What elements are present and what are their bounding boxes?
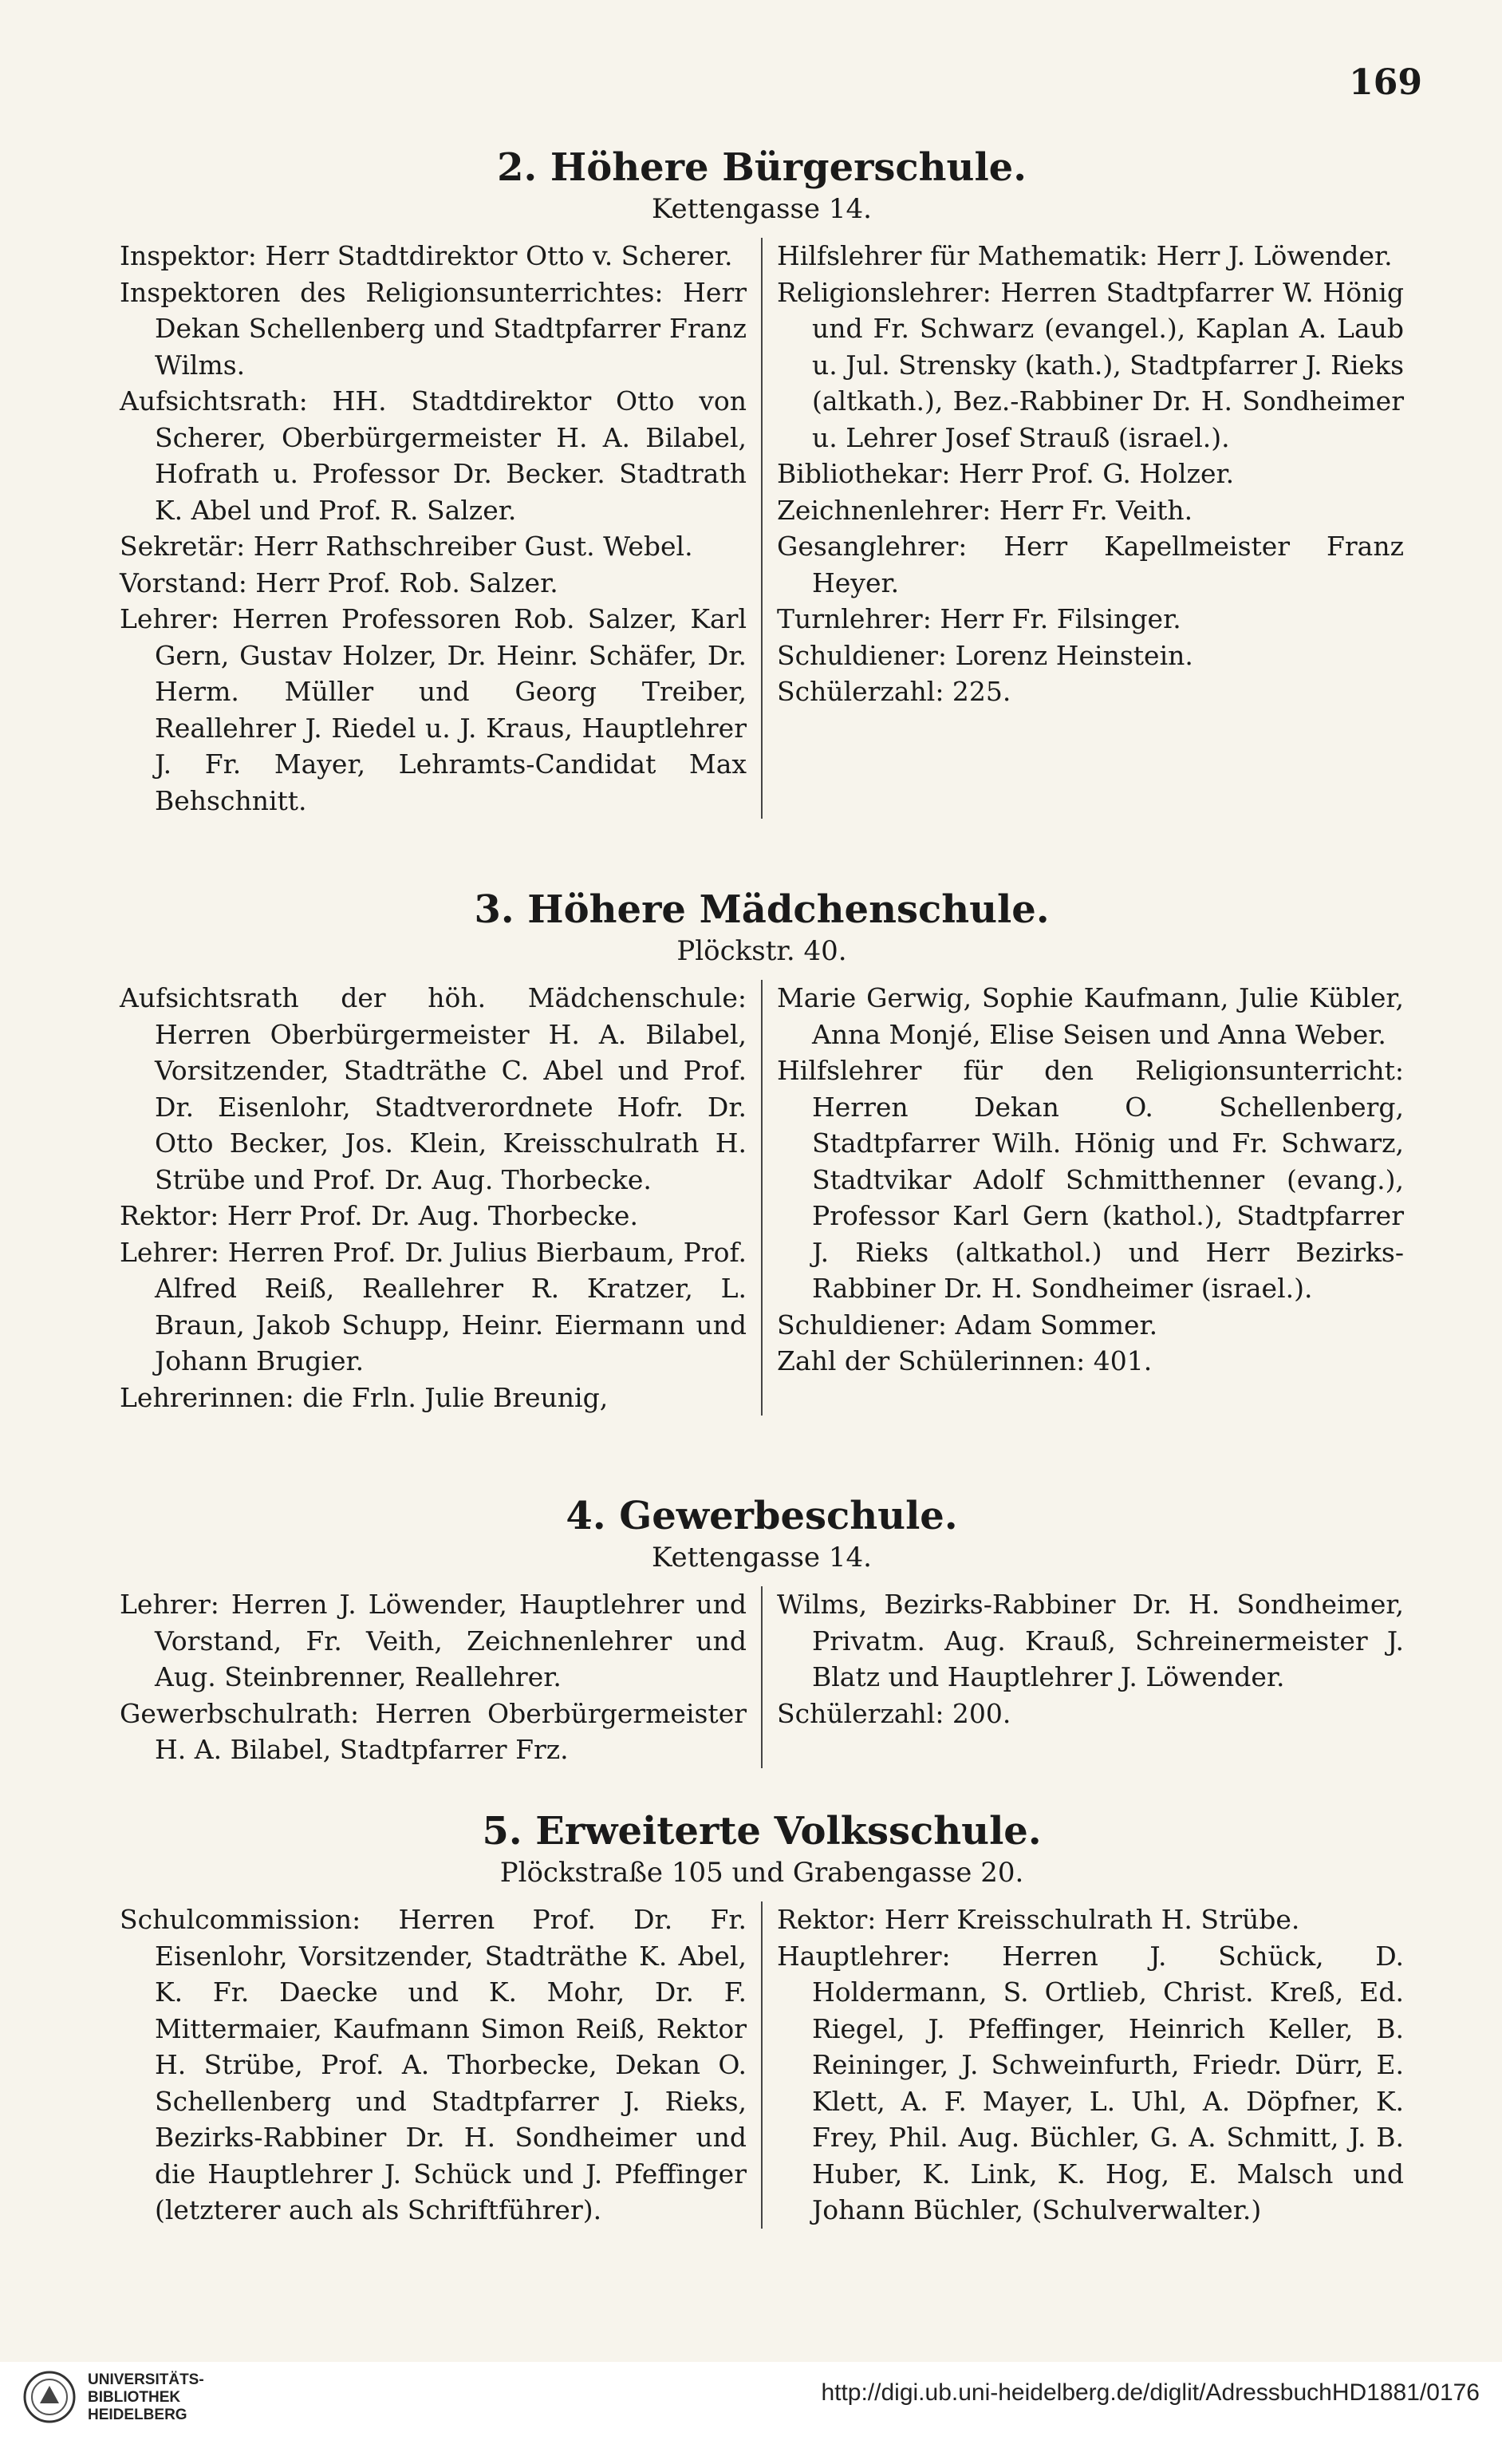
entry: Schuldiener: Adam Sommer.	[777, 1309, 1158, 1341]
entry: Inspektor: Herr Stadtdirektor Otto v. Scherer.	[120, 240, 733, 271]
section-address: Kettengasse 14.	[652, 1542, 872, 1574]
entry: Vorstand: Herr Prof. Rob. Salzer.	[120, 567, 558, 598]
section-title: 3. Höhere Mädchenschule.	[474, 887, 1050, 932]
entry: Religionslehrer: Herren Stadtpfarrer W. Hönig und Fr. Schwarz (evangel.), Kaplan A. Laub u. Jul. Strensky (kath.), Stadtpfarrer J. Rieks (altkath.), Bez.-Rabbiner Dr. H. Sondheimer u. Lehrer Josef Strauß (israel.).	[777, 276, 1404, 453]
entry: Bibliothekar: Herr Prof. G. Holzer.	[777, 458, 1235, 489]
entry: Schülerzahl: 225.	[777, 676, 1011, 707]
entry: Schülerzahl: 200.	[777, 1697, 1011, 1729]
entry: Rektor: Herr Prof. Dr. Aug. Thorbecke.	[120, 1200, 638, 1231]
entry: Aufsichtsrath der höh. Mädchenschule: Herren Oberbürgermeister H. A. Bilabel, Vorsitzender, Stadträthe C. Abel und Prof. Dr. Eisenlohr, Stadtverordnete Hofr. Dr. Otto Becker, Jos. Klein, Kreisschulrath H. Strübe und Prof. Dr. Aug. Thorbecke.	[120, 982, 747, 1195]
left-column	[120, 238, 761, 819]
right-column	[763, 238, 1404, 819]
entry: Lehrerinnen: die Frln. Julie Breunig,	[120, 1381, 609, 1413]
entry: Gewerbschulrath: Herren Oberbürgermeister H. A. Bilabel, Stadtpfarrer Frz.	[120, 1697, 747, 1765]
section-buergerschule	[120, 144, 1404, 819]
footer-bar	[0, 2362, 1502, 2464]
entry: Inspektoren des Religionsunterrichtes: Herr Dekan Schellenberg und Stadtpfarrer Franz Wilms.	[120, 276, 747, 381]
section-title: 4. Gewerbeschule.	[566, 1494, 958, 1538]
entry: Zeichnenlehrer: Herr Fr. Veith.	[777, 494, 1193, 526]
section-title: 2. Höhere Bürgerschule.	[497, 145, 1027, 190]
entry: Gesanglehrer: Herr Kapellmeister Franz Heyer.	[777, 531, 1404, 598]
university-seal-icon	[22, 2370, 77, 2424]
entry: Schuldiener: Lorenz Heinstein.	[777, 639, 1193, 671]
left-column	[120, 1586, 761, 1768]
entry: Lehrer: Herren J. Löwender, Hauptlehrer und Vorstand, Fr. Veith, Zeichnenlehrer und Aug. Steinbrenner, Reallehrer.	[120, 1589, 747, 1692]
section-gewerbeschule	[120, 1492, 1404, 1768]
entry: Sekretär: Herr Rathschreiber Gust. Webel.	[120, 531, 693, 562]
section-maedchenschule	[120, 886, 1404, 1416]
source-url[interactable]: http://digi.ub.uni-heidelberg.de/diglit/AdressbuchHD1881/0176	[821, 2379, 1480, 2406]
entry: Hilfslehrer für Mathematik: Herr J. Löwender.	[777, 240, 1393, 271]
page-number: 169	[1349, 62, 1422, 103]
section-title: 5. Erweiterte Volksschule.	[482, 1809, 1042, 1854]
entry: Marie Gerwig, Sophie Kaufmann, Julie Kübler, Anna Monjé, Elise Seisen und Anna Weber.	[777, 982, 1404, 1050]
section-volksschule	[120, 1807, 1404, 2229]
entry: Aufsichtsrath: HH. Stadtdirektor Otto von Scherer, Oberbürgermeister H. A. Bilabel, Hofrath u. Professor Dr. Becker. Stadtrath K. Abel und Prof. R. Salzer.	[120, 385, 747, 526]
entry: Zahl der Schülerinnen: 401.	[777, 1345, 1153, 1376]
entry: Schulcommission: Herren Prof. Dr. Fr. Eisenlohr, Vorsitzender, Stadträthe K. Abel, K. Fr. Daecke und K. Mohr, Dr. F. Mittermaier, Kaufmann Simon Reiß, Rektor H. Strübe, Prof. A. Thorbecke, Dekan O. Schellenberg und Stadtpfarrer J. Rieks, Bezirks-Rabbiner Dr. H. Sondheimer und die Hauptlehrer J. Schück und J. Pfeffinger (letzterer auch als Schriftführer).	[120, 1904, 747, 2225]
entry: Turnlehrer: Herr Fr. Filsinger.	[777, 603, 1181, 634]
entry: Lehrer: Herren Prof. Dr. Julius Bierbaum, Prof. Alfred Reiß, Reallehrer R. Kratzer, L. Braun, Jakob Schupp, Heinr. Eiermann und Johann Brugier.	[120, 1236, 747, 1376]
entry: Wilms, Bezirks-Rabbiner Dr. H. Sondheimer, Privatm. Aug. Krauß, Schreinermeister J. Blatz und Hauptlehrer J. Löwender.	[777, 1589, 1404, 1692]
entry: Hilfslehrer für den Religionsunterricht: Herren Dekan O. Schellenberg, Stadtpfarrer Wilh. Hönig und Fr. Schwarz, Stadtvikar Adolf Schmitthenner (evang.), Professor Karl Gern (kathol.), Stadtpfarrer J. Rieks (altkathol.) und Herr Bezirks-Rabbiner Dr. H. Sondheimer (israel.).	[777, 1055, 1404, 1304]
entry: Rektor: Herr Kreisschulrath H. Strübe.	[777, 1904, 1300, 1935]
section-address: Plöckstr. 40.	[676, 935, 847, 967]
right-column	[763, 980, 1404, 1416]
entry: Hauptlehrer: Herren J. Schück, D. Holdermann, S. Ortlieb, Christ. Kreß, Ed. Riegel, J. Pfeffinger, Heinrich Keller, B. Reininger, J. Schweinfurth, Friedr. Dürr, E. Klett, A. F. Mayer, L. Uhl, A. Döpfner, K. Frey, Phil. Aug. Büchler, G. A. Schmitt, J. B. Huber, K. Link, K. Hog, E. Malsch und Johann Büchler, (Schulverwalter.)	[777, 1940, 1404, 2225]
right-column	[763, 1586, 1404, 1768]
section-address: Kettengasse 14.	[652, 193, 872, 225]
left-column	[120, 1901, 761, 2229]
right-column	[763, 1901, 1404, 2229]
entry: Lehrer: Herren Professoren Rob. Salzer, Karl Gern, Gustav Holzer, Dr. Heinr. Schäfer, Dr. Herm. Müller und Georg Treiber, Reallehrer J. Riedel u. J. Kraus, Hauptlehrer J. Fr. Mayer, Lehramts-Candidat Max Behschnitt.	[120, 603, 747, 816]
left-column	[120, 980, 761, 1416]
library-name: UNIVERSITÄTS- BIBLIOTHEK HEIDELBERG	[88, 2371, 204, 2423]
section-address: Plöckstraße 105 und Grabengasse 20.	[499, 1857, 1024, 1889]
